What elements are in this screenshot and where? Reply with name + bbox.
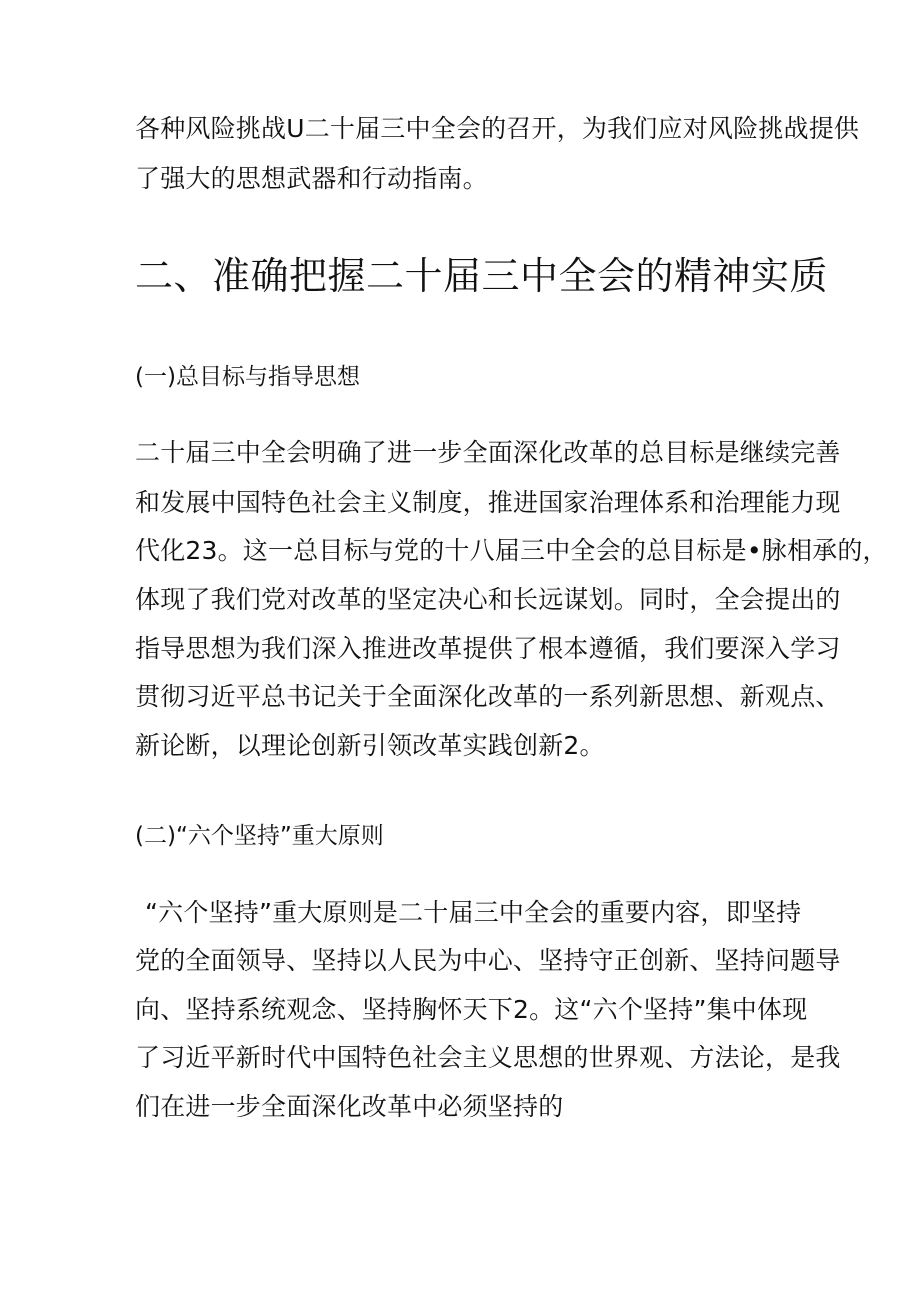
- section-heading: 二、准确把握二十届三中全会的精神实质: [135, 254, 829, 298]
- paragraph-2-line-2: 党的全面领导、坚持以人民为中心、坚持守正创新、坚持问题导: [135, 946, 841, 975]
- paragraph-1-line-6: 贯彻习近平总书记关于全面深化改革的一系列新思想、新观点、: [135, 682, 841, 711]
- intro-line-2: 了强大的思想武器和行动指南。: [135, 164, 488, 193]
- paragraph-1-line-5: 指导思想为我们深入推进改革提供了根本遵循，我们要深入学习: [135, 634, 841, 663]
- paragraph-2-line-5: 们在进一步全面深化改革中必须坚持的: [135, 1092, 564, 1121]
- paragraph-2-line-1: “六个坚持”重大原则是二十届三中全会的重要内容，即坚持: [145, 898, 802, 927]
- paragraph-2-line-4: 了习近平新时代中国特色社会主义思想的世界观、方法论，是我: [135, 1043, 841, 1072]
- paragraph-1-line-7: 新论断，以理论创新引领改革实践创新2。: [135, 731, 605, 760]
- subsection-title-1: (一)总目标与指导思想: [135, 364, 360, 390]
- paragraph-1-line-1: 二十届三中全会明确了进一步全面深化改革的总目标是继续完善: [135, 438, 841, 467]
- paragraph-1-line-2: 和发展中国特色社会主义制度，推进国家治理体系和治理能力现: [135, 488, 841, 517]
- paragraph-1-line-4: 体现了我们党对改革的坚定决心和长远谋划。同时，全会提出的: [135, 585, 841, 614]
- paragraph-2-line-3: 向、坚持系统观念、坚持胸怀天下2。这“六个坚持”集中体现: [135, 995, 808, 1024]
- paragraph-1-line-3: 代化23。这一总目标与党的十八届三中全会的总目标是•脉相承的，: [135, 536, 888, 565]
- intro-line-1: 各种风险挑战U二十届三中全会的召开，为我们应对风险挑战提供: [135, 114, 860, 143]
- subsection-title-2: (二)“六个坚持”重大原则: [135, 823, 384, 849]
